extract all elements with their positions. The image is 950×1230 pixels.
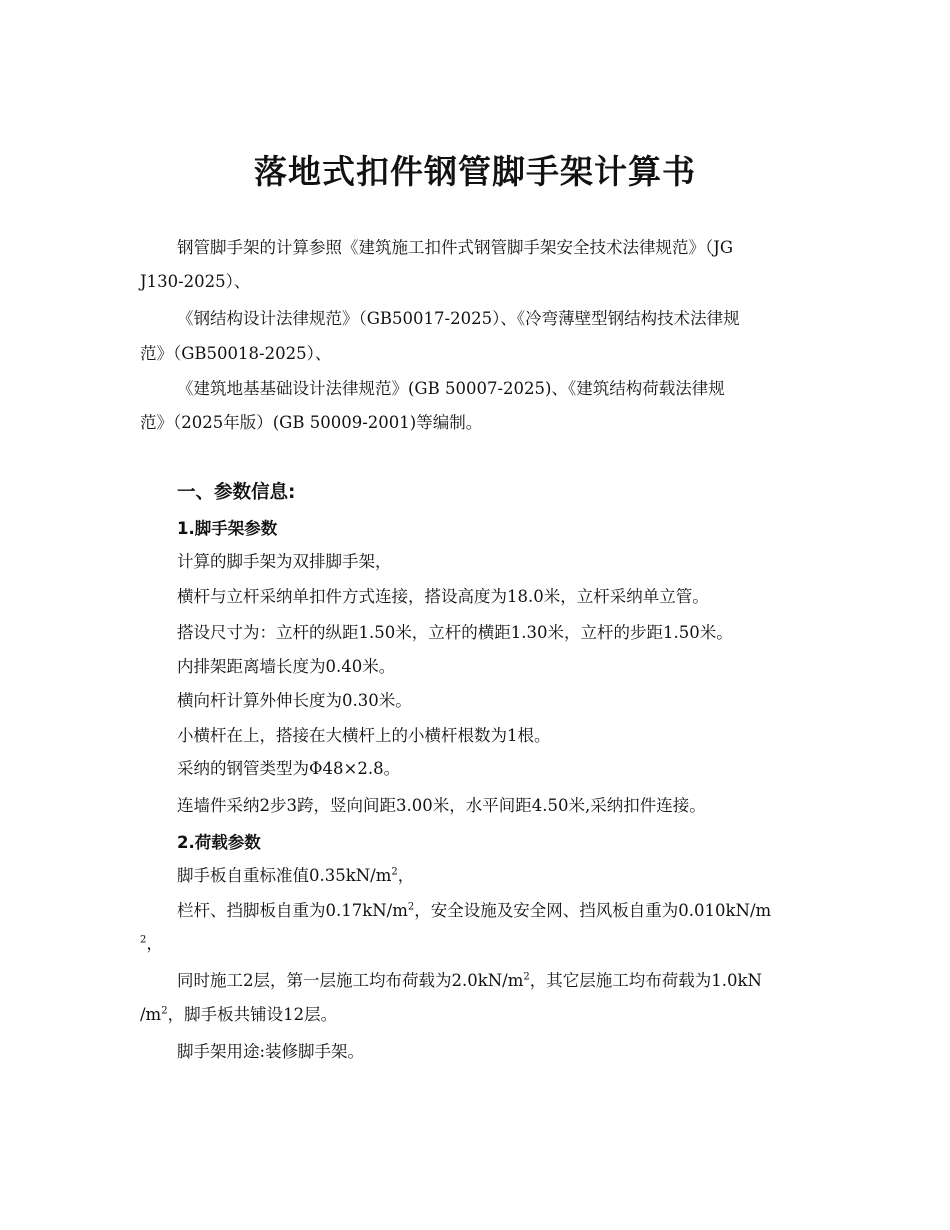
load-text: ，安全设施及安全网、挡风板自重为0.010kN/m <box>414 901 772 920</box>
param-line: 计算的脚手架为双排脚手架， <box>177 552 392 571</box>
document-title: 落地式扣件钢管脚手架计算书 <box>254 152 696 191</box>
param-line: 连墙件采纳2步3跨，竖向间距3.00米，水平间距4.50米,采纳扣件连接。 <box>177 796 706 815</box>
load-line <box>177 899 817 923</box>
load-text: ， <box>146 934 163 953</box>
superscript: 2 <box>391 866 398 878</box>
intro-line: 钢管脚手架的计算参照《建筑施工扣件式钢管脚手架安全技术法律规范》（JG <box>177 238 734 257</box>
intro-line: J130-2025）、 <box>140 272 251 291</box>
param-line: 搭设尺寸为：立杆的纵距1.50米，立杆的横距1.30米，立杆的步距1.50米。 <box>177 623 733 642</box>
subsection-heading-load: 2.荷载参数 <box>177 833 261 852</box>
param-line: 内排架距离墙长度为0.40米。 <box>177 657 396 676</box>
superscript: 2 <box>161 1005 168 1017</box>
intro-line: 《建筑地基基础设计法律规范》(GB 50007-2025)、《建筑结构荷载法律规 <box>177 379 725 398</box>
load-line <box>177 864 817 888</box>
section-heading-params: 一、参数信息: <box>177 482 296 503</box>
param-line: 横杆与立杆采纳单扣件方式连接，搭设高度为18.0米，立杆采纳单立管。 <box>177 587 709 606</box>
superscript: 2 <box>407 901 415 913</box>
superscript: 2 <box>140 934 147 946</box>
param-line: 横向杆计算外伸长度为0.30米。 <box>177 691 412 710</box>
subsection-heading-scaffold: 1.脚手架参数 <box>177 519 278 538</box>
load-text: 栏杆、挡脚板自重为0.17kN/m <box>177 901 408 920</box>
intro-line: 《钢结构设计法律规范》（GB50017-2025）、《冷弯薄壁型钢结构技术法律规 <box>177 309 740 328</box>
load-line <box>140 1003 820 1027</box>
load-text: ，脚手板共铺设12层。 <box>167 1005 338 1024</box>
load-text: 脚手板自重标准值0.35kN/m <box>177 866 392 885</box>
load-text: 同时施工2层，第一层施工均布荷载为2.0kN/m <box>177 971 524 990</box>
load-text: ，其它层施工均布荷载为1.0kN <box>529 971 762 990</box>
intro-line: 范》（GB50018-2025）、 <box>140 344 332 363</box>
intro-line: 范》（2025年版）(GB 50009-2001)等编制。 <box>140 413 483 432</box>
param-line: 小横杆在上，搭接在大横杆上的小横杆根数为1根。 <box>177 726 551 745</box>
superscript: 2 <box>523 971 530 983</box>
load-text: /m <box>140 1005 162 1024</box>
load-line <box>177 969 817 993</box>
load-line <box>140 932 820 956</box>
load-text: ， <box>397 866 415 885</box>
load-line: 脚手架用途:装修脚手架。 <box>177 1042 365 1061</box>
param-line: 采纳的钢管类型为Φ48×2.8。 <box>177 759 401 778</box>
